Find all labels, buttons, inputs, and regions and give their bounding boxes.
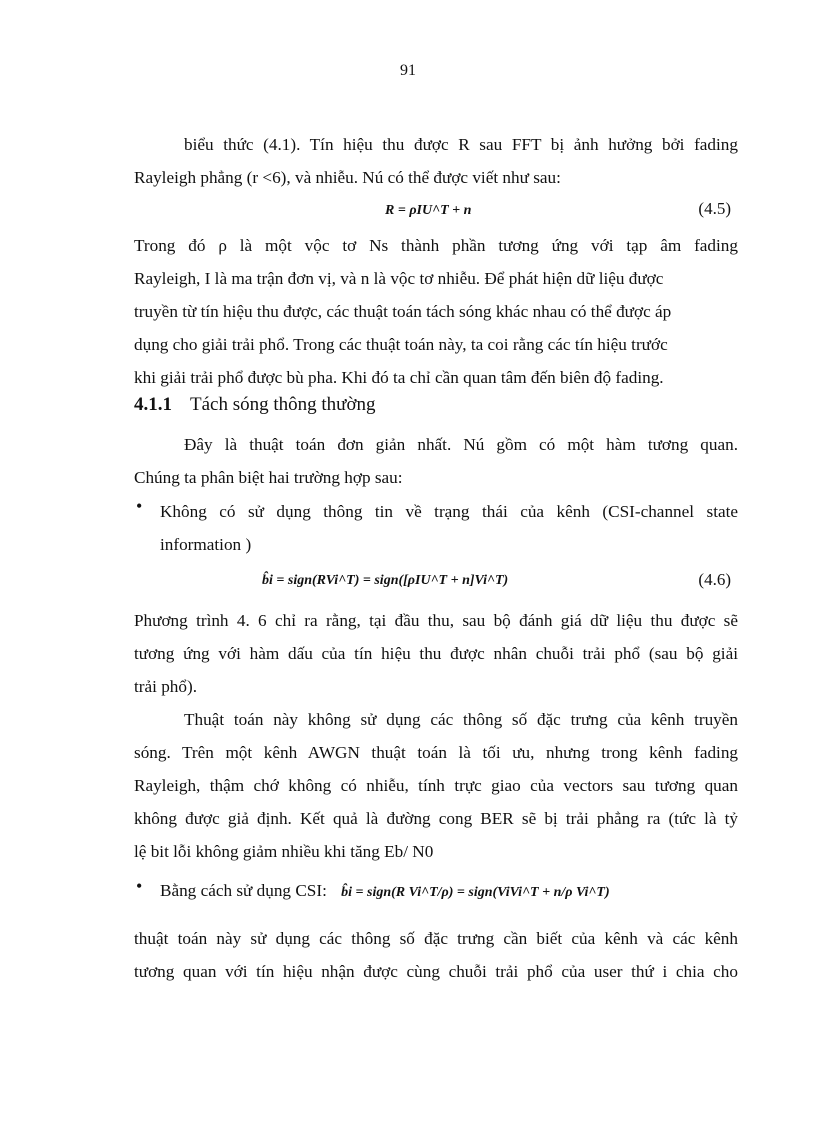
text-line: information ) <box>160 535 252 554</box>
text-line: Trong đó ρ là một vộc tơ Ns thành phần tương ứng với tạp âm fading <box>134 236 738 255</box>
text-line: Chúng ta phân biệt hai trường hợp sau: <box>134 468 403 487</box>
equation-4-6 <box>262 573 508 589</box>
bullet-marker: • <box>136 496 143 516</box>
text-line: lệ bit lỗi không giảm nhiều khi tăng Eb/ N0 <box>134 842 434 861</box>
section-title: Tách sóng thông thường <box>190 394 376 415</box>
bullet-2-label: Bằng cách sử dụng CSI: <box>160 881 327 900</box>
text-line: sóng. Trên một kênh AWGN thuật toán là tối ưu, nhưng trong kênh fading <box>134 743 738 762</box>
equation-expression: b̂i = sign(RVi^T) = sign([ρIU^T + n]Vi^T) <box>262 573 509 588</box>
text-line: Thuật toán này không sử dụng các thông số đặc trưng của kênh truyền <box>184 710 738 729</box>
text-line: truyền từ tín hiệu thu được, các thuật toán tách sóng khác nhau có thể được áp <box>134 302 672 321</box>
paragraph-5 <box>134 703 738 868</box>
bullet-marker: • <box>136 876 143 896</box>
equation-4-6-number: (4.6) <box>698 570 731 589</box>
text-line: Rayleigh, I là ma trận đơn vị, và n là vộc tơ nhiễu. Để phát hiện dữ liệu được <box>134 269 664 288</box>
bullet-1 <box>160 495 738 561</box>
paragraph-1 <box>134 128 738 194</box>
paragraph-2 <box>134 229 738 394</box>
text-line: Đây là thuật toán đơn giản nhất. Nú gồm có một hàm tương quan. <box>184 435 738 454</box>
text-line: tương ứng với hàm dấu của tín hiệu thu được nhân chuỗi trải phổ (sau bộ giải <box>134 644 738 663</box>
section-number: 4.1.1 <box>134 394 172 415</box>
equation-4-5-number: (4.5) <box>698 199 731 218</box>
text-line: trải phổ). <box>134 677 198 696</box>
text-line: Phương trình 4. 6 chỉ ra rằng, tại đầu thu, sau bộ đánh giá dữ liệu thu được sẽ <box>134 611 738 630</box>
equation-expression: R = ρIU^T + n <box>385 203 472 218</box>
text-line: Không có sử dụng thông tin về trạng thái của kênh (CSI-channel state <box>160 502 738 521</box>
text-line: biểu thức (4.1). Tín hiệu thu được R sau FFT bị ảnh hưởng bởi fading <box>184 135 738 154</box>
paragraph-6 <box>134 922 738 988</box>
text-line: tương quan với tín hiệu nhận được cùng chuỗi trải phổ của user thứ i chia cho <box>134 962 738 981</box>
text-line: thuật toán này sử dụng các thông số đặc trưng cần biết của kênh và các kênh <box>134 929 738 948</box>
equation-4-5 <box>385 203 471 219</box>
text-line: Rayleigh, thậm chớ không có nhiễu, tính trực giao của vectors sau tương quan <box>134 776 738 795</box>
text-line: không được giả định. Kết quả là đường cong BER sẽ bị trải phẳng ra (tức là tỷ <box>134 809 738 828</box>
bullet-2 <box>160 874 738 909</box>
bullet-2-equation: b̂i = sign(R Vi^T/ρ) = sign(ViVi^T + n/ρ Vi^T) <box>341 885 610 900</box>
text-line: dụng cho giải trải phổ. Trong các thuật toán này, ta coi rằng các tín hiệu trước <box>134 335 668 354</box>
text-line: khi giải trải phổ được bù pha. Khi đó ta chỉ cần quan tâm đến biên độ fading. <box>134 368 664 387</box>
paragraph-3 <box>134 428 738 494</box>
text-line: Rayleigh phẳng (r <6), và nhiễu. Nú có thể được viết như sau: <box>134 168 561 187</box>
paragraph-4 <box>134 604 738 703</box>
section-heading <box>134 394 376 416</box>
page-number: 91 <box>400 62 416 79</box>
